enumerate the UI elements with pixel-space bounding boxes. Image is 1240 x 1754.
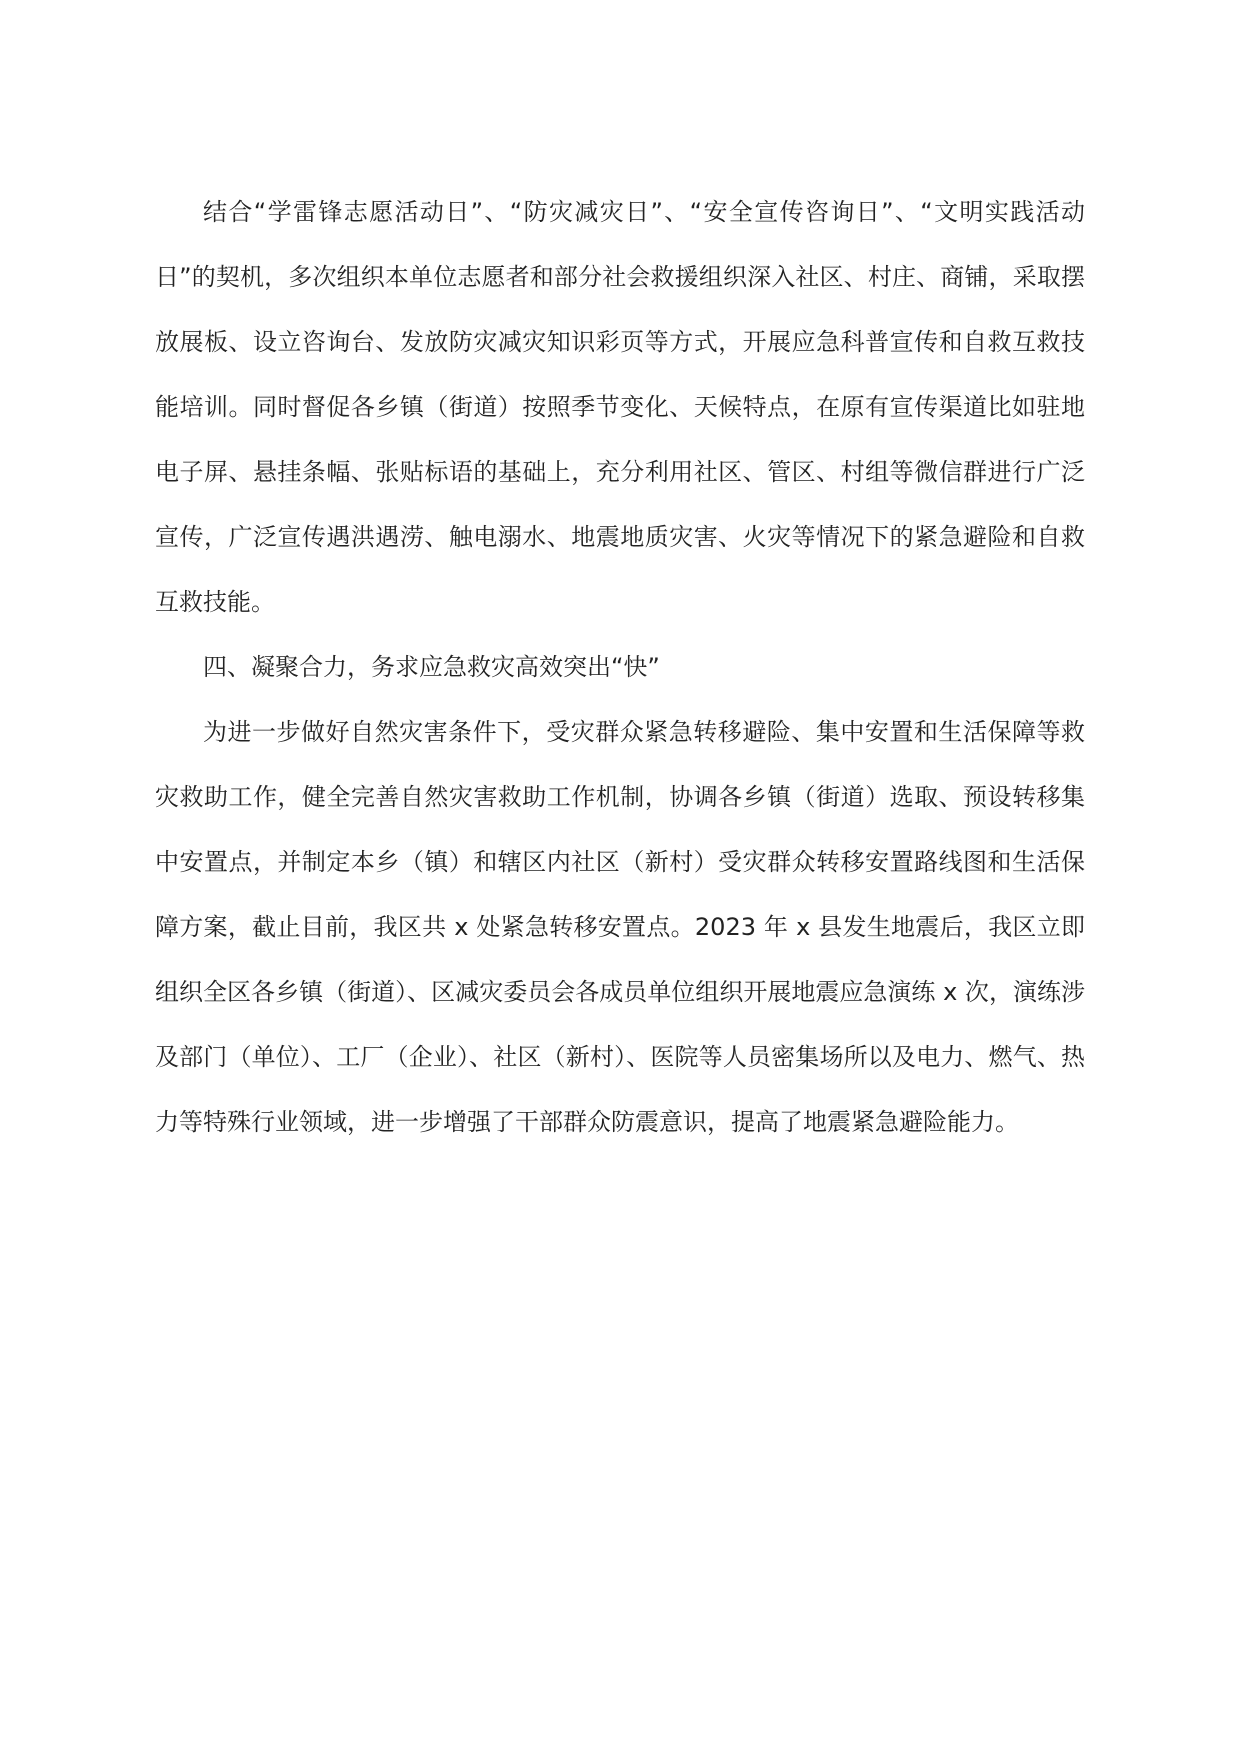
document-body: [155, 180, 1085, 1155]
paragraph-publicity: 结合“学雷锋志愿活动日”、“防灾减灾日”、“安全宣传咨询日”、“文明实践活动日”的契机，多次组织本单位志愿者和部分社会救援组织深入社区、村庄、商铺，采取摆放展板、设立咨询台、发放防灾减灾知识彩页等方式，开展应急科普宣传和自救互救技能培训。同时督促各乡镇（街道）按照季节变化、天候特点，在原有宣传渠道比如驻地电子屏、悬挂条幅、张贴标语的基础上，充分利用社区、管区、村组等微信群进行广泛宣传，广泛宣传遇洪遇涝、触电溺水、地震地质灾害、火灾等情况下的紧急避险和自救互救技能。: [155, 198, 1085, 616]
section-heading-four: 四、凝聚合力，务求应急救灾高效突出“快”: [203, 653, 660, 681]
paragraph-relief: 为进一步做好自然灾害条件下，受灾群众紧急转移避险、集中安置和生活保障等救灾救助工作，健全完善自然灾害救助工作机制，协调各乡镇（街道）选取、预设转移集中安置点，并制定本乡（镇）和辖区内社区（新村）受灾群众转移安置路线图和生活保障方案，截止目前，我区共 x 处紧急转移安置点。2023 年 x 县发生地震后，我区立即组织全区各乡镇（街道）、区减灾委员会各成员单位组织开展地震应急演练 x 次，演练涉及部门（单位）、工厂（企业）、社区（新村）、医院等人员密集场所以及电力、燃气、热力等特殊行业领域，进一步增强了干部群众防震意识，提高了地震紧急避险能力。: [155, 718, 1085, 1136]
